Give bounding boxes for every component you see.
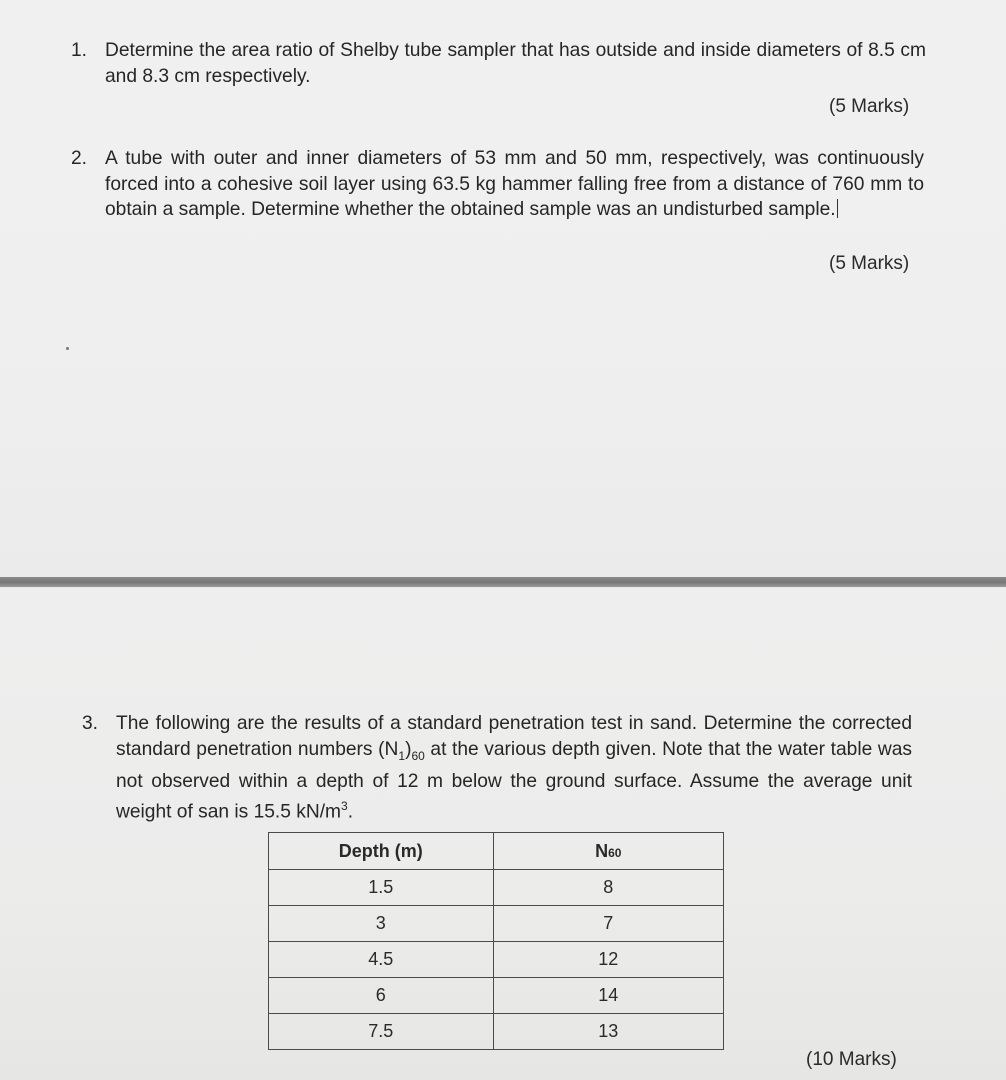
depth-cell: 4.5 (269, 942, 494, 978)
question-3-text-a: The following are the results of a standard penetration test in sand. Determine the corrected standard penetration numbers (N (116, 713, 912, 760)
header-n-subscript: 60 (608, 845, 622, 860)
text-cursor (837, 199, 838, 218)
question-3-text-d: . (347, 801, 354, 823)
table-header-row (269, 833, 724, 870)
question-2-marks-label: (5 Marks) (829, 253, 910, 274)
question-2-text (105, 146, 924, 223)
question-1 (71, 38, 926, 89)
question-1-text: Determine the area ratio of Shelby tube sampler that has outside and inside diameters of 8.5 cm and 8.3 cm respectively. (105, 40, 926, 87)
question-1-marks (829, 96, 909, 118)
question-2 (71, 146, 924, 223)
question-1-marks-label: (5 Marks) (829, 96, 910, 117)
table-row (269, 1014, 724, 1050)
question-2-body: A tube with outer and inner diameters of 53 mm and 50 mm, respectively, was continuously forced into a cohesive soil layer using 63.5 kg hammer falling free from a distance of 760 mm to obtain a sample. Determine whether the obtained sample was an undisturbed sample. (105, 148, 924, 220)
depth-cell: 6 (269, 978, 494, 1014)
table-row (269, 906, 724, 942)
depth-cell: 3 (269, 906, 494, 942)
sheet-divider (0, 577, 1006, 587)
n60-cell: 14 (493, 978, 723, 1014)
question-3-text-b: ) (405, 738, 412, 760)
n60-cell: 7 (493, 906, 723, 942)
stray-mark (66, 347, 69, 350)
question-3-sub-60: 60 (411, 748, 425, 763)
depth-cell: 7.5 (269, 1014, 494, 1050)
question-3-text-c: at the various depth given. Note that the water table was not observed within a depth of 12 m below the ground surface. Assume the average unit weight of san is 15.5 kN/m (116, 738, 912, 823)
question-3-marks-label: (10 Marks) (806, 1049, 897, 1070)
question-2-number: 2. (71, 148, 88, 169)
question-2-marks (829, 253, 909, 275)
spt-results-table (268, 832, 724, 1050)
n60-cell: 8 (493, 870, 723, 906)
question-3-sup-3: 3 (341, 799, 348, 814)
n60-cell: 12 (493, 942, 723, 978)
question-3-sub-1: 1 (398, 748, 406, 763)
table-row (269, 942, 724, 978)
n60-cell: 13 (493, 1014, 723, 1050)
table-row (269, 870, 724, 906)
question-1-number: 1. (71, 40, 88, 61)
question-3-marks (806, 1049, 897, 1071)
question-3 (82, 711, 912, 825)
question-3-number: 3. (82, 713, 99, 734)
table-row (269, 978, 724, 1014)
depth-cell: 1.5 (269, 870, 494, 906)
header-n60 (493, 833, 723, 870)
header-depth: Depth (m) (269, 833, 494, 870)
header-n-letter: N (595, 840, 609, 861)
question-3-text (116, 711, 912, 825)
